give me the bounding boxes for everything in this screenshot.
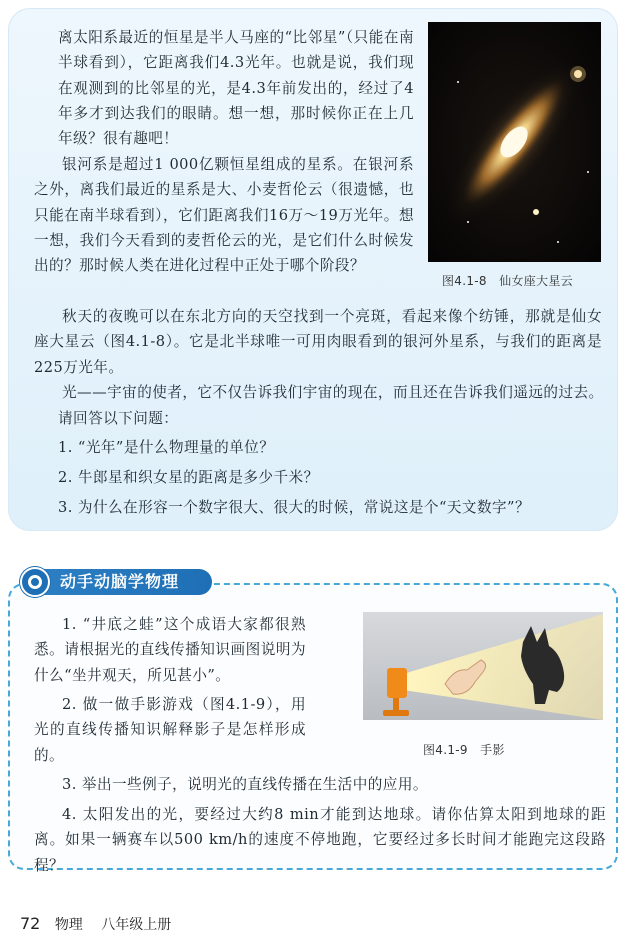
- question-1: 1. “光年”是什么物理量的单位？: [58, 439, 275, 456]
- exercise-3: 3. 举出一些例子，说明光的直线传播在生活中的应用。: [62, 776, 428, 793]
- exercise-1: 1. “井底之蛙”这个成语大家都很熟悉。请根据光的直线传播知识画图说明为什么“坐井观天，所见甚小”。: [34, 616, 306, 684]
- exercise-2: 2. 做一做手影游戏（图4.1-9），用光的直线传播知识解释影子是怎样形成的。: [34, 696, 306, 764]
- question-3: 3. 为什么在形容一个数字很大、很大的时候，常说这是个“天文数字”？: [58, 499, 531, 516]
- question-2: 2. 牛郎星和织女星的距离是多少千米？: [58, 469, 319, 486]
- paragraph-andromeda: 秋天的夜晚可以在东北方向的天空找到一个亮斑，看起来像个纺锤，那就是仙女座大星云（图4.1-8）。它是北半球唯一可用肉眼看到的银河外星系，与我们的距离是225万光年。: [34, 308, 602, 376]
- target-icon: [20, 567, 50, 597]
- shadow-caption: 图4.1-9 手影: [423, 743, 505, 757]
- galaxy-caption: 图4.1-8 仙女座大星云: [442, 274, 573, 288]
- page-footer: [20, 914, 171, 934]
- paragraph-proxima: 离太阳系最近的恒星是半人马座的“比邻星”（只能在南半球看到），它距离我们4.3光年。也就是说，我们现在观测到的比邻星的光，是4.3年前发出的，经过了4年多才到达我们的眼睛。想一想，那时候你正在上几年级？很有趣吧！: [58, 29, 414, 148]
- paragraph-questions-intro: 请回答以下问题：: [58, 410, 179, 427]
- paragraph-milky-way: 银河系是超过1 000亿颗恒星组成的星系。在银河系之外，离我们最近的星系是大、小麦哲伦云（很遗憾，也只能在南半球看到），它们距离我们16万～19万光年。想一想，我们今天看到的麦哲伦云的光，是它们什么时候发出的？那时候人类在进化过程中正处于哪个阶段？: [34, 156, 414, 275]
- exercise-4: 4. 太阳发出的光，要经过大约8 min才能到达地球。请你估算太阳到地球的距离。如果一辆赛车以500 km/h的速度不停地跑，它要经过多长时间才能跑完这段路程？: [34, 806, 606, 874]
- hand-shadow-image: [363, 612, 603, 720]
- section-header: [20, 567, 220, 597]
- footer-grade: 八年级上册: [101, 917, 172, 933]
- page-number: 72: [20, 914, 41, 933]
- section-title: 动手动脑学物理: [38, 569, 212, 595]
- footer-subject: 物理: [54, 917, 83, 933]
- andromeda-galaxy-image: [428, 22, 601, 262]
- paragraph-messenger: 光——宇宙的使者，它不仅告诉我们宇宙的现在，而且还在告诉我们遥远的过去。: [62, 384, 604, 401]
